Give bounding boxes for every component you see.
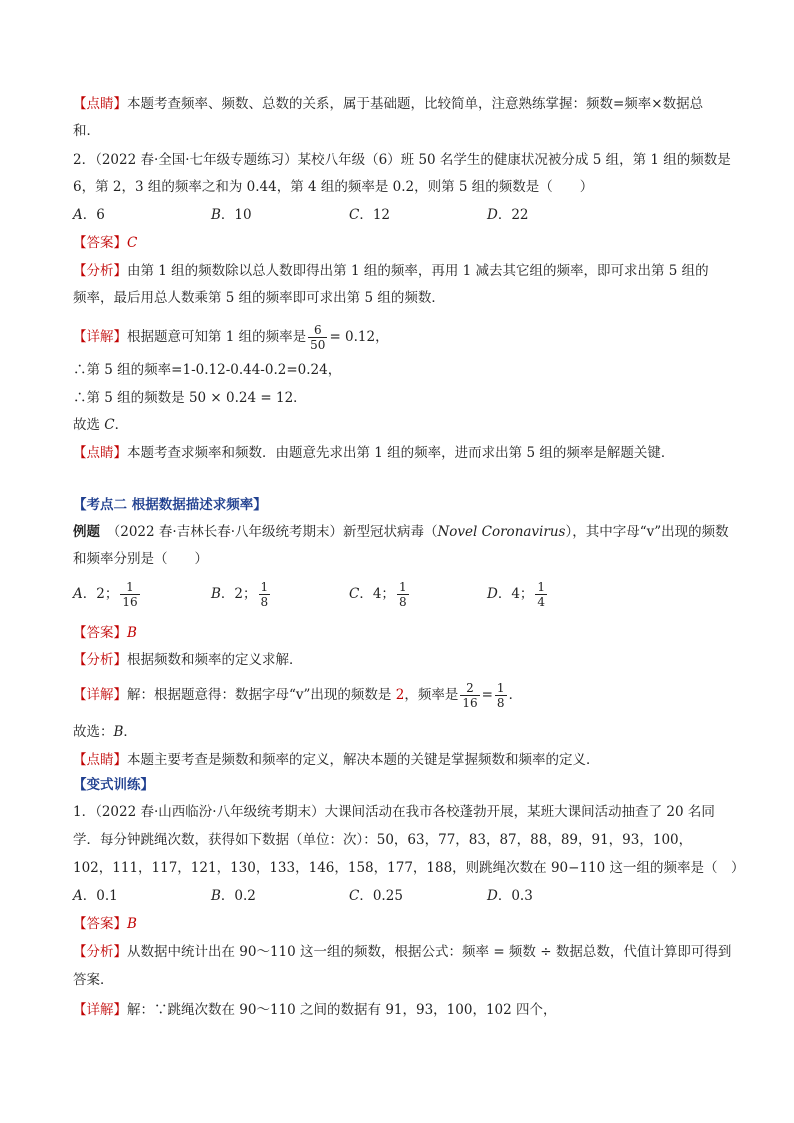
q2-answer	[73, 234, 734, 252]
example-choose: 故选：B．	[73, 724, 137, 740]
training-option-a: A．0.1	[73, 888, 118, 904]
example-option-d: D．4； $\frac{1}{4}$	[487, 580, 546, 609]
fraction: $\frac{6}{50}$	[310, 323, 326, 352]
q2-tip: 【点睛】本题考查求频率和频数．由题意先求出第 1 组的频率，进而求出第 5 组的频率是解题关键．	[73, 445, 675, 461]
q2-option-b: B．10	[211, 207, 252, 223]
training-question-line1: 1．（2022 春·山西临汾·八年级统考期末）大课间活动在我市各校蓬勃开展，某班大课间活动抽查了 20 名同	[73, 804, 715, 820]
example-tip: 【点睛】本题主要考查是频数和频率的定义，解决本题的关键是掌握频数和频率的定义．	[73, 752, 600, 768]
q2-detail-line1: 【详解】根据题意可知第 1 组的频率是 $\frac{6}{50}$ = 0.12，	[73, 323, 389, 352]
example-options	[73, 580, 734, 614]
training-options	[73, 887, 734, 905]
answer-label: 【答案】	[73, 235, 127, 251]
q2-analysis-line1: 【分析】由第 1 组的频数除以总人数即得出第 1 组的频率，再用 1 减去其它组的频率，即可求出第 5 组的	[73, 263, 709, 279]
training-option-c: C．0.25	[349, 888, 403, 904]
example-option-a: A．2； $\frac{1}{16}$	[73, 580, 138, 609]
q2-option-d: D．22	[487, 207, 529, 223]
q2-option-c: C．12	[349, 207, 391, 223]
q2-question-line1: 2．（2022 春·全国·七年级专题练习）某校八年级（6）班 50 名学生的健康状况被分成 5 组，第 1 组的频数是	[73, 152, 731, 168]
example-option-b: B．2； $\frac{1}{8}$	[211, 580, 269, 609]
q2-detail-line3: ∴第 5 组的频数是 50 × 0.24 = 12．	[73, 390, 307, 406]
training-option-b: B．0.2	[211, 888, 256, 904]
q2-detail-line2: ∴第 5 组的频率=1-0.12-0.44-0.2=0.24，	[73, 362, 342, 378]
example-detail: 【详解】解：根据题意得：数据字母“v”出现的频数是 2，频率是 $\frac{2}{16}$ = $\frac{1}{8}$ ．	[73, 681, 523, 710]
training-heading: 【变式训练】	[73, 777, 154, 793]
example-answer: 【答案】B	[73, 625, 137, 641]
q2-option-a: A．6	[73, 207, 105, 223]
q2-question-line2: 6，第 2，3 组的频率之和为 0.44，第 4 组的频率是 0.2，则第 5 组的频数是（ ）	[73, 179, 594, 195]
q2-analysis-line2: 频率，最后用总人数乘第 5 组的频率即可求出第 5 组的频数．	[73, 290, 445, 306]
example-line2: 和频率分别是（ ）	[73, 551, 208, 567]
answer-value: C	[127, 235, 138, 251]
example-option-c: C．4； $\frac{1}{8}$	[349, 580, 407, 609]
training-detail: 【详解】解：∵跳绳次数在 90～110 之间的数据有 91，93，100，102 四个，	[73, 1002, 557, 1018]
training-question-line2: 学．每分钟跳绳次数，获得如下数据（单位：次）：50，63，77，83，87，88，89，91，93，100，	[73, 832, 693, 848]
q2-options	[73, 206, 734, 224]
tip-label: 【点睛】	[73, 96, 127, 112]
section-heading: 【考点二 根据数据描述求频率】	[73, 497, 267, 513]
q1-tip-line1	[73, 95, 734, 113]
training-analysis-line1: 【分析】从数据中统计出在 90～110 这一组的频数，根据公式：频率 = 频数 ÷ 数据总数，代值计算即可得到	[73, 944, 732, 960]
example-analysis: 【分析】根据频数和频率的定义求解．	[73, 652, 303, 668]
training-option-d: D．0.3	[487, 888, 533, 904]
q1-tip-line2: 和．	[73, 123, 100, 139]
training-analysis-line2: 答案．	[73, 972, 114, 988]
tip-text: 本题考查频率、频数、总数的关系，属于基础题，比较简单，注意熟练掌握：频数=频率×数据总	[127, 96, 704, 112]
training-answer: 【答案】B	[73, 916, 137, 932]
example-line1: 例题 （2022 春·吉林长春·八年级统考期末）新型冠状病毒（Novel Coronavirus），其中字母“v”出现的频数	[73, 524, 729, 540]
q2-choose: 故选 C．	[73, 417, 129, 433]
training-question-line3: 102，111，117，121，130，133，146，158，177，188，则跳绳次数在 90−110 这一组的频率是（ ）	[73, 860, 745, 876]
